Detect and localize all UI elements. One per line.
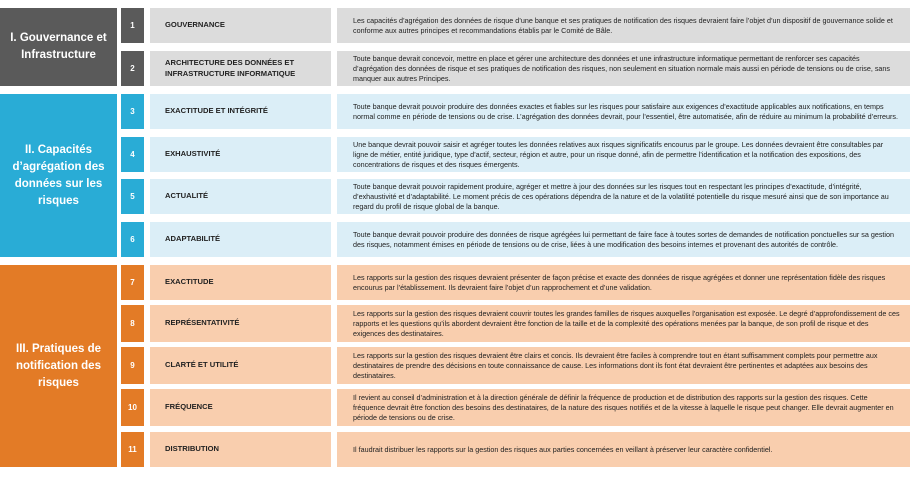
principle-description: Les rapports sur la gestion des risques devraient être clairs et concis. Ils devraient être faciles à comprendre tout en étant suffisamment complets pour permettre aux destinataires de prendre des décisions en toute connaissance de cause. Les informations dont ils font état devraient être pertinentes et adaptées aux besoins des destinataires. — [337, 347, 910, 384]
principle-number: 5 — [121, 179, 144, 214]
principle-description: Les rapports sur la gestion des risques devraient présenter de façon précise et exacte des données de risque agrégées et donner une représentation fidèle des risques encourus par l’établissement. Ils devraient faire l’objet d’un rapprochement et d’une validation. — [337, 265, 910, 300]
principle-description: Toute banque devrait pouvoir produire des données exactes et fiables sur les risques pour satisfaire aux exigences d’exactitude applicables aux notifications, en temps normal comme en période de tensions ou de crise. L’agrégation des données devrait, pour l’essentiel, être automatisée, afin de réduire au minimum la probabilité d’erreurs. — [337, 94, 910, 129]
principle-description: Les capacités d’agrégation des données de risque d’une banque et ses pratiques de notification des risques devraient faire l’objet d’un dispositif de gouvernance solide et conforme aux autres principes et recommandations établis par le Comité de Bâle. — [337, 8, 910, 43]
principle-description: Il faudrait distribuer les rapports sur la gestion des risques aux parties concernées en veillant à préserver leur caractère confidentiel. — [337, 432, 910, 467]
principle-number: 6 — [121, 222, 144, 257]
principle-number: 7 — [121, 265, 144, 300]
principle-description: Les rapports sur la gestion des risques devraient couvrir toutes les grandes familles de risques auxquelles l’organisation est exposée. Le degré d’approfondissement de ces rapports et les questions qu’ils abordent devraient être fonction de la taille et de la complexité des opérations menées par la banque, de son profil de risque et des exigences des destinataires. — [337, 305, 910, 342]
principle-description: Toute banque devrait pouvoir produire des données de risque agrégées lui permettant de faire face à toutes sortes de demandes de notification ponctuelles sur sa gestion des risques, notamment émises en période de tensions ou de crise, liées à une modification des besoins internes et provenant des autorités de contrôle. — [337, 222, 910, 257]
principle-row — [121, 305, 910, 342]
principle-row — [121, 8, 910, 43]
principle-title: EXHAUSTIVITÉ — [150, 137, 331, 172]
principle-number: 3 — [121, 94, 144, 129]
principle-row — [121, 137, 910, 172]
principle-row — [121, 94, 910, 129]
principle-title: CLARTÉ ET UTILITÉ — [150, 347, 331, 384]
principle-row — [121, 389, 910, 426]
principle-title: GOUVERNANCE — [150, 8, 331, 43]
principle-number: 10 — [121, 389, 144, 426]
principle-number: 4 — [121, 137, 144, 172]
principle-description: Une banque devrait pouvoir saisir et agréger toutes les données relatives aux risques significatifs encourus par le groupe. Les données devraient être consultables par ligne de métier, entité juridique, type d’actif, secteur, région et autre, pour un risque donné, afin de permettre l’identification et la notification des expositions, des concentrations de risques et des risques émergents. — [337, 137, 910, 172]
principle-row — [121, 179, 910, 214]
principle-number: 2 — [121, 51, 144, 86]
principle-title: EXACTITUDE — [150, 265, 331, 300]
principle-title: REPRÉSENTATIVITÉ — [150, 305, 331, 342]
principle-description: Toute banque devrait concevoir, mettre en place et gérer une architecture des données et une infrastructure informatique permettant de renforcer ses capacités d’agrégation des données de risque et ses pratiques de notification des risques, non seulement en situation normale mais aussi en période de tensions ou de crise, sans manquer aux autres Principes. — [337, 51, 910, 86]
principle-title: ACTUALITÉ — [150, 179, 331, 214]
principle-number: 8 — [121, 305, 144, 342]
category-data-aggregation: II. Capacités d’agrégation des données sur les risques — [0, 94, 117, 257]
principle-description: Il revient au conseil d’administration et à la direction générale de définir la fréquence de production et de distribution des rapports sur la gestion des risques. Cette fréquence devrait être fonction des besoins des destinataires, de la nature des risques notifiés et de la vitesse à laquelle le risque peut changer. Elle devrait augmenter en période de tensions ou de crise. — [337, 389, 910, 426]
category-risk-reporting: III. Pratiques de notification des risques — [0, 265, 117, 467]
principle-title: FRÉQUENCE — [150, 389, 331, 426]
principle-number: 1 — [121, 8, 144, 43]
principle-row — [121, 347, 910, 384]
principle-title: DISTRIBUTION — [150, 432, 331, 467]
principle-title: EXACTITUDE ET INTÉGRITÉ — [150, 94, 331, 129]
principle-title: ADAPTABILITÉ — [150, 222, 331, 257]
principle-row — [121, 51, 910, 86]
principle-description: Toute banque devrait pouvoir rapidement produire, agréger et mettre à jour des données sur les risques tout en respectant les principes d’exactitude, d’intégrité, d’exhaustivité et d’adaptabilité. Le moment précis de ces opérations dépendra de la nature et de la volatilité potentielle du risque mesuré ainsi que de son importance au regard du profil de risque global de la banque. — [337, 179, 910, 214]
principle-number: 9 — [121, 347, 144, 384]
principle-row — [121, 222, 910, 257]
principle-number: 11 — [121, 432, 144, 467]
principle-title: ARCHITECTURE DES DONNÉES ET INFRASTRUCTURE INFORMATIQUE — [150, 51, 331, 86]
principle-row — [121, 432, 910, 467]
principle-row — [121, 265, 910, 300]
category-governance: I. Gouvernance et Infrastructure — [0, 8, 117, 86]
